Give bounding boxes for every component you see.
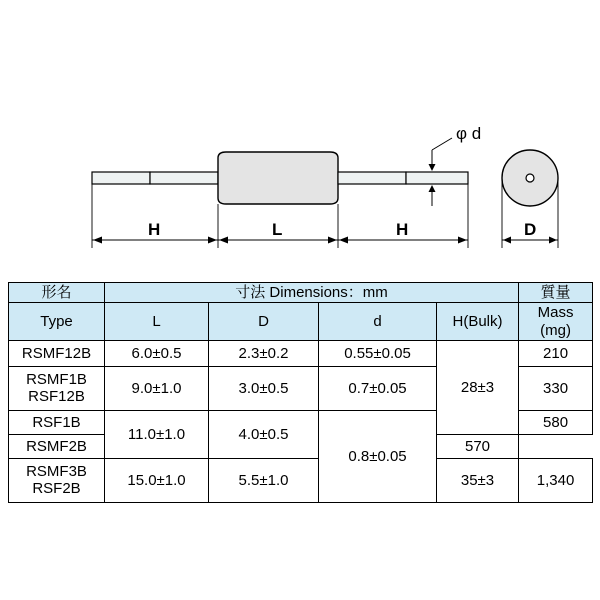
- row-dd: 0.8±0.05: [319, 410, 437, 502]
- component-drawing: [0, 0, 600, 270]
- row-d: 3.0±0.5: [209, 366, 319, 410]
- row-type: [9, 366, 105, 410]
- row-mass: 210: [519, 340, 593, 366]
- table-header-row-2: [9, 303, 593, 341]
- header-type-jp: 形名: [9, 283, 105, 303]
- row-h: 28±3: [437, 340, 519, 434]
- row-dd: 0.7±0.05: [319, 366, 437, 410]
- phi-d-dimension: [429, 124, 482, 206]
- row-mass: 1,340: [519, 458, 593, 502]
- spec-table: [8, 282, 593, 503]
- header-col-dd: d: [319, 303, 437, 341]
- end-view: [502, 150, 558, 248]
- right-lead: [338, 172, 468, 184]
- h-right-label: H: [396, 220, 409, 239]
- row-h: 35±3: [437, 458, 519, 502]
- spec-table-container: [8, 282, 592, 503]
- header-col-l: L: [105, 303, 209, 341]
- row-dd: 0.55±0.05: [319, 340, 437, 366]
- header-type-en: Type: [9, 303, 105, 341]
- row-l: 11.0±1.0: [105, 410, 209, 458]
- row-type: [9, 458, 105, 502]
- h-right-dimension: [338, 220, 468, 244]
- table-row: [9, 458, 593, 502]
- row-type: RSMF12B: [9, 340, 105, 366]
- row-d: 2.3±0.2: [209, 340, 319, 366]
- header-col-d: D: [209, 303, 319, 341]
- row-mass: 580: [519, 410, 593, 434]
- header-col-h: H(Bulk): [437, 303, 519, 341]
- row-mass: 330: [519, 366, 593, 410]
- row-l: 6.0±0.5: [105, 340, 209, 366]
- l-label: L: [272, 220, 283, 239]
- row-type-line1: RSMF3B: [26, 463, 87, 480]
- row-type: RSF1B: [9, 410, 105, 434]
- row-l: 9.0±1.0: [105, 366, 209, 410]
- row-l: 15.0±1.0: [105, 458, 209, 502]
- h-left-dimension: [92, 220, 218, 244]
- row-type-line2: RSF12B: [28, 388, 85, 406]
- h-left-label: H: [148, 220, 161, 239]
- table-header-row-1: [9, 283, 593, 303]
- resistor-drawing-svg: [0, 0, 600, 270]
- l-dimension: [218, 220, 338, 244]
- row-type-line2: RSF2B: [32, 480, 81, 498]
- row-mass: 570: [437, 434, 519, 458]
- phi-d-label: φ d: [456, 124, 482, 143]
- resistor-body: [218, 152, 338, 204]
- left-lead: [92, 172, 218, 184]
- header-mass-jp: 質量: [519, 283, 593, 303]
- row-d: 5.5±1.0: [209, 458, 319, 502]
- row-type: RSMF2B: [9, 434, 105, 458]
- row-type-line1: RSMF1B: [26, 371, 87, 388]
- header-mass-en: Mass (mg): [519, 303, 593, 341]
- header-dimensions: 寸法 Dimensions：mm: [105, 283, 519, 303]
- table-row: [9, 340, 593, 366]
- row-d: 4.0±0.5: [209, 410, 319, 458]
- d-end-label: D: [524, 220, 537, 239]
